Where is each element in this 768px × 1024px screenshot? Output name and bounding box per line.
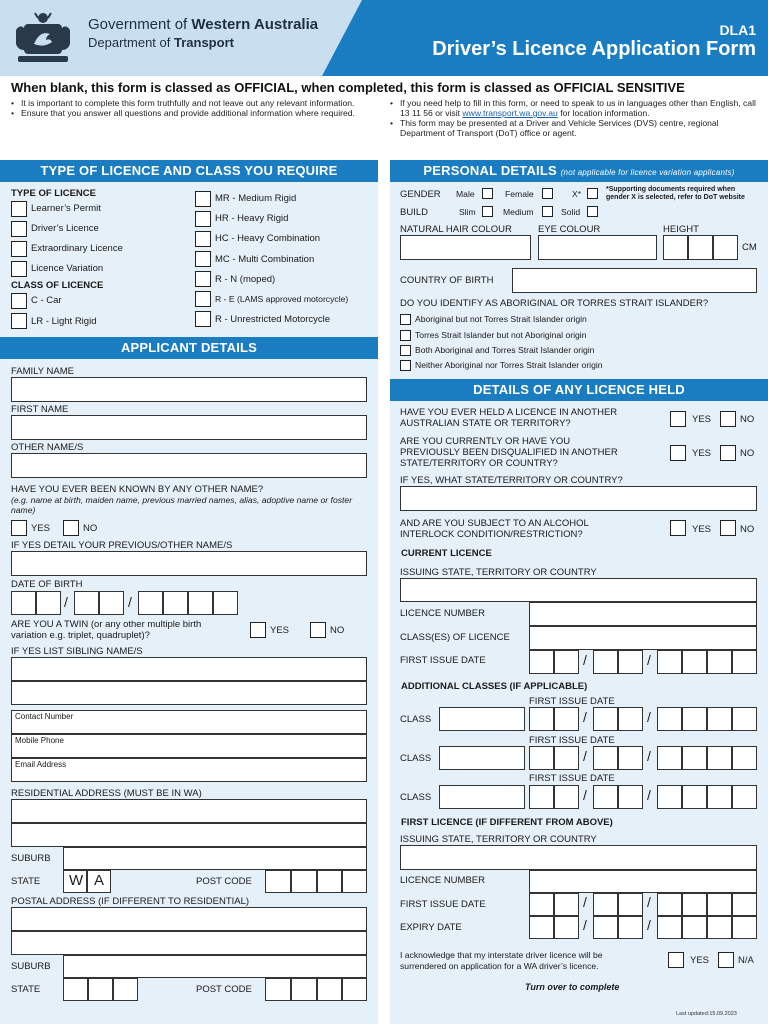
addl-1-day-2[interactable] xyxy=(554,707,579,731)
class-mr-checkbox[interactable] xyxy=(195,191,211,207)
known-other-no-checkbox[interactable] xyxy=(63,520,79,536)
known-other-no-label: NO xyxy=(83,523,98,534)
disqualified-question-line1: ARE YOU CURRENTLY OR HAVE YOU xyxy=(400,436,571,447)
addl-3-month-2[interactable] xyxy=(618,785,643,809)
class-of-licence-heading: CLASS OF LICENCE xyxy=(11,280,104,291)
addl-2-year-2[interactable] xyxy=(682,746,707,770)
addl-2-year-1[interactable] xyxy=(657,746,682,770)
class-rn-checkbox[interactable] xyxy=(195,271,211,287)
postal-postcode-cell-4[interactable] xyxy=(342,978,367,1001)
first-issue-year-1[interactable] xyxy=(657,893,682,916)
interlock-question-line2: INTERLOCK CONDITION/RESTRICTION? xyxy=(400,529,583,540)
eye-colour-input[interactable] xyxy=(538,235,657,260)
expiry-year-4[interactable] xyxy=(732,916,757,939)
res-suburb-input[interactable] xyxy=(63,847,367,870)
eye-colour-label: EYE COLOUR xyxy=(538,224,601,235)
expiry-day-1[interactable] xyxy=(529,916,554,939)
gender-female-label: Female xyxy=(505,189,534,199)
country-of-birth-label: COUNTRY OF BIRTH xyxy=(400,275,494,286)
interlock-yes-label: YES xyxy=(692,524,712,535)
known-other-yes-label: YES xyxy=(31,523,51,534)
addl-3-month-1[interactable] xyxy=(593,785,618,809)
held-licence-yes-checkbox[interactable] xyxy=(670,411,686,427)
known-other-yes-checkbox[interactable] xyxy=(11,520,27,536)
bullet-item: • If you need help to fill in this form, or need to speak to us in languages other than English, call 13 11 56 or visit www.transport.wa.gov.au for location information. xyxy=(390,98,758,118)
postal-suburb-input[interactable] xyxy=(63,955,367,978)
section-personal-title: PERSONAL DETAILS (not applicable for licence variation applicants) xyxy=(390,160,768,182)
learners-permit-label: Learner’s Permit xyxy=(31,203,101,214)
twin-no-checkbox[interactable] xyxy=(310,622,326,638)
res-state-letter-w: W xyxy=(69,872,84,889)
country-of-birth-input[interactable] xyxy=(512,268,757,293)
known-other-question: HAVE YOU EVER BEEN KNOWN BY ANY OTHER NAME? xyxy=(11,484,264,495)
current-licence-number-input[interactable] xyxy=(529,602,757,626)
addl-3-class-input[interactable] xyxy=(439,785,525,809)
current-issue-year-3[interactable] xyxy=(707,650,732,674)
class-r-checkbox[interactable] xyxy=(195,311,211,327)
date-separator: / xyxy=(64,594,68,610)
current-issue-year-4[interactable] xyxy=(732,650,757,674)
postal-suburb-label: SUBURB xyxy=(11,961,51,972)
form-title: Driver’s Licence Application Form xyxy=(432,38,756,60)
gender-male-label: Male xyxy=(456,189,475,199)
email-label: Email Address xyxy=(15,760,67,769)
res-postcode-cell-3[interactable] xyxy=(317,870,342,893)
class-c-checkbox[interactable] xyxy=(11,293,27,309)
bullet-item: • Ensure that you answer all questions and provide additional information where required. xyxy=(11,108,373,118)
family-name-label: FAMILY NAME xyxy=(11,366,74,377)
date-separator: / xyxy=(583,787,587,803)
contact-number-label: Contact Number xyxy=(15,712,74,721)
addl-2-day-2[interactable] xyxy=(554,746,579,770)
atsi-option-2-checkbox[interactable] xyxy=(400,330,411,341)
dob-month-digit-1[interactable] xyxy=(74,591,99,615)
surrender-yes-checkbox[interactable] xyxy=(668,952,684,968)
postal-address-line1[interactable] xyxy=(11,907,367,931)
drivers-licence-label: Driver’s Licence xyxy=(31,223,99,234)
current-issue-year-2[interactable] xyxy=(682,650,707,674)
first-issue-year-2[interactable] xyxy=(682,893,707,916)
header xyxy=(0,0,768,76)
addl-2-class-label: CLASS xyxy=(400,753,432,764)
height-cell-2[interactable] xyxy=(688,235,713,260)
addl-3-day-1[interactable] xyxy=(529,785,554,809)
dob-year-digit-1[interactable] xyxy=(138,591,163,615)
disqualified-no-checkbox[interactable] xyxy=(720,445,736,461)
date-separator: / xyxy=(647,748,651,764)
class-mc-label: MC - Multi Combination xyxy=(215,254,315,265)
extraordinary-licence-label: Extraordinary Licence xyxy=(31,243,123,254)
atsi-option-3-label: Both Aboriginal and Torres Strait Islander origin xyxy=(415,345,595,355)
class-c-label: C - Car xyxy=(31,295,62,306)
current-issue-year-1[interactable] xyxy=(657,650,682,674)
addl-1-first-issue-label: FIRST ISSUE DATE xyxy=(529,696,615,707)
class-hr-checkbox[interactable] xyxy=(195,211,211,227)
interlock-no-label: NO xyxy=(740,524,755,535)
gender-x-checkbox[interactable] xyxy=(587,188,598,199)
res-postcode-cell-1[interactable] xyxy=(265,870,291,893)
disqualified-question-line3: STATE/TERRITORY OR COUNTRY? xyxy=(400,458,558,469)
siblings-input-1[interactable] xyxy=(11,657,367,681)
class-r-label: R - Unrestricted Motorcycle xyxy=(215,314,331,325)
first-licence-number-input[interactable] xyxy=(529,870,757,893)
first-licence-heading: FIRST LICENCE (IF DIFFERENT FROM ABOVE) xyxy=(401,817,613,828)
dob-year-digit-3[interactable] xyxy=(188,591,213,615)
height-label: HEIGHT xyxy=(663,224,699,235)
learners-permit-checkbox[interactable] xyxy=(11,201,27,217)
first-issuing-label: ISSUING STATE, TERRITORY OR COUNTRY xyxy=(400,834,597,845)
build-label: BUILD xyxy=(400,207,428,218)
build-slim-label: Slim xyxy=(459,207,476,217)
type-of-licence-heading: TYPE OF LICENCE xyxy=(11,188,96,199)
intro-bullets-right xyxy=(390,98,758,138)
other-names-label: OTHER NAME/S xyxy=(11,442,84,453)
current-issue-month-1[interactable] xyxy=(593,650,618,674)
disqualified-question-line2: PREVIOUSLY BEEN DISQUALIFIED IN ANOTHER xyxy=(400,447,618,458)
hair-colour-input[interactable] xyxy=(400,235,531,260)
twin-question-line1: ARE YOU A TWIN (or any other multiple birth xyxy=(11,619,202,630)
res-state-letter-a: A xyxy=(94,872,105,889)
addl-2-first-issue-label: FIRST ISSUE DATE xyxy=(529,735,615,746)
res-state-label: STATE xyxy=(11,876,41,887)
expiry-month-1[interactable] xyxy=(593,916,618,939)
dob-month-digit-2[interactable] xyxy=(99,591,124,615)
held-licence-question-line2: AUSTRALIAN STATE OR TERRITORY? xyxy=(400,418,571,429)
expiry-year-1[interactable] xyxy=(657,916,682,939)
class-hr-label: HR - Heavy Rigid xyxy=(215,213,289,224)
postal-state-label: STATE xyxy=(11,984,41,995)
addl-3-year-4[interactable] xyxy=(732,785,757,809)
held-licence-no-label: NO xyxy=(740,414,755,425)
date-separator: / xyxy=(647,894,651,910)
atsi-option-2-label: Torres Strait Islander but not Aboriginal origin xyxy=(415,330,587,340)
first-issue-month-1[interactable] xyxy=(593,893,618,916)
postal-postcode-label: POST CODE xyxy=(196,984,252,995)
date-separator: / xyxy=(647,652,651,668)
postal-postcode-cell-3[interactable] xyxy=(317,978,342,1001)
disqualified-no-label: NO xyxy=(740,448,755,459)
addl-1-month-1[interactable] xyxy=(593,707,618,731)
interlock-no-checkbox[interactable] xyxy=(720,520,736,536)
atsi-option-1-label: Aboriginal but not Torres Strait Islander origin xyxy=(415,314,587,324)
expiry-year-2[interactable] xyxy=(682,916,707,939)
last-updated-note: Last updated:15.09.2023 xyxy=(676,1011,737,1017)
form-code: DLA1 xyxy=(719,22,756,38)
gender-female-checkbox[interactable] xyxy=(542,188,553,199)
date-separator: / xyxy=(583,894,587,910)
first-name-label: FIRST NAME xyxy=(11,404,69,415)
first-issue-month-2[interactable] xyxy=(618,893,643,916)
addl-1-year-4[interactable] xyxy=(732,707,757,731)
licence-variation-label: Licence Variation xyxy=(31,263,104,274)
atsi-question: DO YOU IDENTIFY AS ABORIGINAL OR TORRES STRAIT ISLANDER? xyxy=(400,298,709,309)
dob-day-digit-2[interactable] xyxy=(36,591,61,615)
residential-address-line1[interactable] xyxy=(11,799,367,823)
surrender-na-checkbox[interactable] xyxy=(718,952,734,968)
date-separator: / xyxy=(647,787,651,803)
addl-2-month-1[interactable] xyxy=(593,746,618,770)
date-separator: / xyxy=(583,652,587,668)
disqualified-yes-label: YES xyxy=(692,448,712,459)
date-separator: / xyxy=(583,917,587,933)
class-lr-checkbox[interactable] xyxy=(11,313,27,329)
postal-postcode-cell-1[interactable] xyxy=(265,978,291,1001)
previous-names-input[interactable] xyxy=(11,551,367,576)
class-mr-label: MR - Medium Rigid xyxy=(215,193,297,204)
expiry-day-2[interactable] xyxy=(554,916,579,939)
department-name: Department of Transport xyxy=(88,35,234,50)
twin-no-label: NO xyxy=(330,625,345,636)
surrender-ack-line2: surrendered on application for a WA driver’s licence. xyxy=(400,961,599,971)
class-mc-checkbox[interactable] xyxy=(195,251,211,267)
turn-over-note: Turn over to complete xyxy=(525,982,620,992)
build-slim-checkbox[interactable] xyxy=(482,206,493,217)
known-other-examples: (e.g. name at birth, maiden name, previous married names, alias, adoptive name or foster name) xyxy=(11,495,353,515)
held-licence-yes-label: YES xyxy=(692,414,712,425)
height-cell-3[interactable] xyxy=(713,235,738,260)
dob-year-digit-2[interactable] xyxy=(163,591,188,615)
current-licence-number-label: LICENCE NUMBER xyxy=(400,608,485,619)
addl-2-year-4[interactable] xyxy=(732,746,757,770)
first-licence-number-label: LICENCE NUMBER xyxy=(400,875,485,886)
res-postcode-cell-2[interactable] xyxy=(291,870,317,893)
current-classes-label: CLASS(ES) OF LICENCE xyxy=(400,632,510,643)
current-issue-day-2[interactable] xyxy=(554,650,579,674)
first-issue-day-2[interactable] xyxy=(554,893,579,916)
class-lr-label: LR - Light Rigid xyxy=(31,316,97,327)
addl-2-year-3[interactable] xyxy=(707,746,732,770)
atsi-option-4-label: Neither Aboriginal nor Torres Strait Islander origin xyxy=(415,360,603,370)
atsi-option-4-checkbox[interactable] xyxy=(400,360,411,371)
gender-x-note: *Supporting documents required when gender X is selected, refer to DoT website xyxy=(606,186,745,201)
class-rn-label: R - N (moped) xyxy=(215,274,276,285)
addl-3-year-3[interactable] xyxy=(707,785,732,809)
addl-1-class-input[interactable] xyxy=(439,707,525,731)
res-postcode-cell-4[interactable] xyxy=(342,870,367,893)
previous-names-label: IF YES DETAIL YOUR PREVIOUS/OTHER NAME/S xyxy=(11,540,233,551)
held-licence-question-line1: HAVE YOU EVER HELD A LICENCE IN ANOTHER xyxy=(400,407,618,418)
drivers-licence-checkbox[interactable] xyxy=(11,221,27,237)
current-issuing-input[interactable] xyxy=(400,578,757,602)
first-issuing-input[interactable] xyxy=(400,845,757,870)
build-solid-checkbox[interactable] xyxy=(587,206,598,217)
height-unit: CM xyxy=(742,242,757,253)
surrender-yes-label: YES xyxy=(690,955,710,966)
res-postcode-label: POST CODE xyxy=(196,876,252,887)
siblings-label: IF YES LIST SIBLING NAME/S xyxy=(11,646,143,657)
hair-colour-label: NATURAL HAIR COLOUR xyxy=(400,224,512,235)
disqualified-yes-checkbox[interactable] xyxy=(670,445,686,461)
gender-label: GENDER xyxy=(400,189,441,200)
intro-bullets-left xyxy=(11,98,373,118)
current-issue-month-2[interactable] xyxy=(618,650,643,674)
date-separator: / xyxy=(647,917,651,933)
dob-label: DATE OF BIRTH xyxy=(11,579,83,590)
section-licence-type-title: TYPE OF LICENCE AND CLASS YOU REQUIRE xyxy=(0,160,378,182)
which-state-label: IF YES, WHAT STATE/TERRITORY OR COUNTRY? xyxy=(400,475,623,486)
dot-website-link[interactable]: www.transport.wa.gov.au xyxy=(462,108,558,118)
siblings-input-2[interactable] xyxy=(11,681,367,705)
build-medium-label: Medium xyxy=(503,207,534,217)
postal-address-line2[interactable] xyxy=(11,931,367,955)
date-separator: / xyxy=(647,709,651,725)
gender-x-label: X* xyxy=(572,189,582,199)
current-issuing-label: ISSUING STATE, TERRITORY OR COUNTRY xyxy=(400,567,597,578)
current-licence-heading: CURRENT LICENCE xyxy=(401,548,492,559)
class-re-label: R - E (LAMS approved motorcycle) xyxy=(215,294,349,304)
bullet-item: • It is important to complete this form truthfully and not leave out any relevant information. xyxy=(11,98,373,108)
expiry-year-3[interactable] xyxy=(707,916,732,939)
which-state-input[interactable] xyxy=(400,486,757,511)
build-solid-label: Solid xyxy=(561,207,581,217)
build-medium-checkbox[interactable] xyxy=(542,206,553,217)
addl-1-day-1[interactable] xyxy=(529,707,554,731)
addl-1-year-3[interactable] xyxy=(707,707,732,731)
date-separator: / xyxy=(583,748,587,764)
addl-3-first-issue-label: FIRST ISSUE DATE xyxy=(529,773,615,784)
additional-classes-heading: ADDITIONAL CLASSES (IF APPLICABLE) xyxy=(401,681,588,692)
current-issue-day-1[interactable] xyxy=(529,650,554,674)
class-hc-checkbox[interactable] xyxy=(195,231,211,247)
first-issue-day-1[interactable] xyxy=(529,893,554,916)
interlock-yes-checkbox[interactable] xyxy=(670,520,686,536)
res-suburb-label: SUBURB xyxy=(11,853,51,864)
twin-question-line2: variation e.g. triplet, quadruplet)? xyxy=(11,630,150,641)
mobile-phone-input[interactable] xyxy=(11,734,367,758)
other-names-input[interactable] xyxy=(11,453,367,478)
current-classes-input[interactable] xyxy=(529,626,757,650)
extraordinary-licence-checkbox[interactable] xyxy=(11,241,27,257)
atsi-option-1-checkbox[interactable] xyxy=(400,314,411,325)
first-issue-year-4[interactable] xyxy=(732,893,757,916)
postal-state-cell-2[interactable] xyxy=(88,978,113,1001)
addl-1-class-label: CLASS xyxy=(400,714,432,725)
addl-1-year-1[interactable] xyxy=(657,707,682,731)
first-issue-date-label: FIRST ISSUE DATE xyxy=(400,899,486,910)
postal-state-cell-3[interactable] xyxy=(113,978,138,1001)
mobile-phone-label: Mobile Phone xyxy=(15,736,64,745)
first-name-input[interactable] xyxy=(11,415,367,440)
addl-3-day-2[interactable] xyxy=(554,785,579,809)
family-name-input[interactable] xyxy=(11,377,367,402)
interlock-question-line1: AND ARE YOU SUBJECT TO AN ALCOHOL xyxy=(400,518,589,529)
expiry-month-2[interactable] xyxy=(618,916,643,939)
addl-3-class-label: CLASS xyxy=(400,792,432,803)
bullet-item: • This form may be presented at a Driver and Vehicle Services (DVS) centre, regional Department of Transport (DoT) office or agent. xyxy=(390,118,758,138)
held-licence-no-checkbox[interactable] xyxy=(720,411,736,427)
postal-postcode-cell-2[interactable] xyxy=(291,978,317,1001)
residential-address-line2[interactable] xyxy=(11,823,367,847)
dob-day-digit-1[interactable] xyxy=(11,591,36,615)
twin-yes-checkbox[interactable] xyxy=(250,622,266,638)
atsi-option-3-checkbox[interactable] xyxy=(400,345,411,356)
section-applicant-title: APPLICANT DETAILS xyxy=(0,337,378,359)
height-cell-1[interactable] xyxy=(663,235,688,260)
postal-address-label: POSTAL ADDRESS (IF DIFFERENT TO RESIDENTIAL) xyxy=(11,896,250,907)
current-first-issue-label: FIRST ISSUE DATE xyxy=(400,655,486,666)
surrender-ack-line1: I acknowledge that my interstate driver licence will be xyxy=(400,950,603,960)
gender-male-checkbox[interactable] xyxy=(482,188,493,199)
addl-1-month-2[interactable] xyxy=(618,707,643,731)
classification-notice: When blank, this form is classed as OFFICIAL, when completed, this form is classed as OFFICIAL SENSITIVE xyxy=(11,80,685,95)
wa-crest-logo xyxy=(12,10,74,66)
surrender-na-label: N/A xyxy=(738,955,754,966)
class-re-checkbox[interactable] xyxy=(195,291,211,307)
addl-1-year-2[interactable] xyxy=(682,707,707,731)
twin-yes-label: YES xyxy=(270,625,290,636)
postal-state-cell-1[interactable] xyxy=(63,978,88,1001)
expiry-date-label: EXPIRY DATE xyxy=(400,922,462,933)
date-separator: / xyxy=(128,594,132,610)
date-separator: / xyxy=(583,709,587,725)
dob-year-digit-4[interactable] xyxy=(213,591,238,615)
addl-2-class-input[interactable] xyxy=(439,746,525,770)
residential-address-label: RESIDENTIAL ADDRESS (MUST BE IN WA) xyxy=(11,788,202,799)
section-licence-held-title: DETAILS OF ANY LICENCE HELD xyxy=(390,379,768,401)
class-hc-label: HC - Heavy Combination xyxy=(215,233,321,244)
addl-2-day-1[interactable] xyxy=(529,746,554,770)
licence-variation-checkbox[interactable] xyxy=(11,261,27,277)
addl-3-year-2[interactable] xyxy=(682,785,707,809)
addl-3-year-1[interactable] xyxy=(657,785,682,809)
government-name: Government of Western Australia xyxy=(88,16,319,33)
addl-2-month-2[interactable] xyxy=(618,746,643,770)
first-issue-year-3[interactable] xyxy=(707,893,732,916)
